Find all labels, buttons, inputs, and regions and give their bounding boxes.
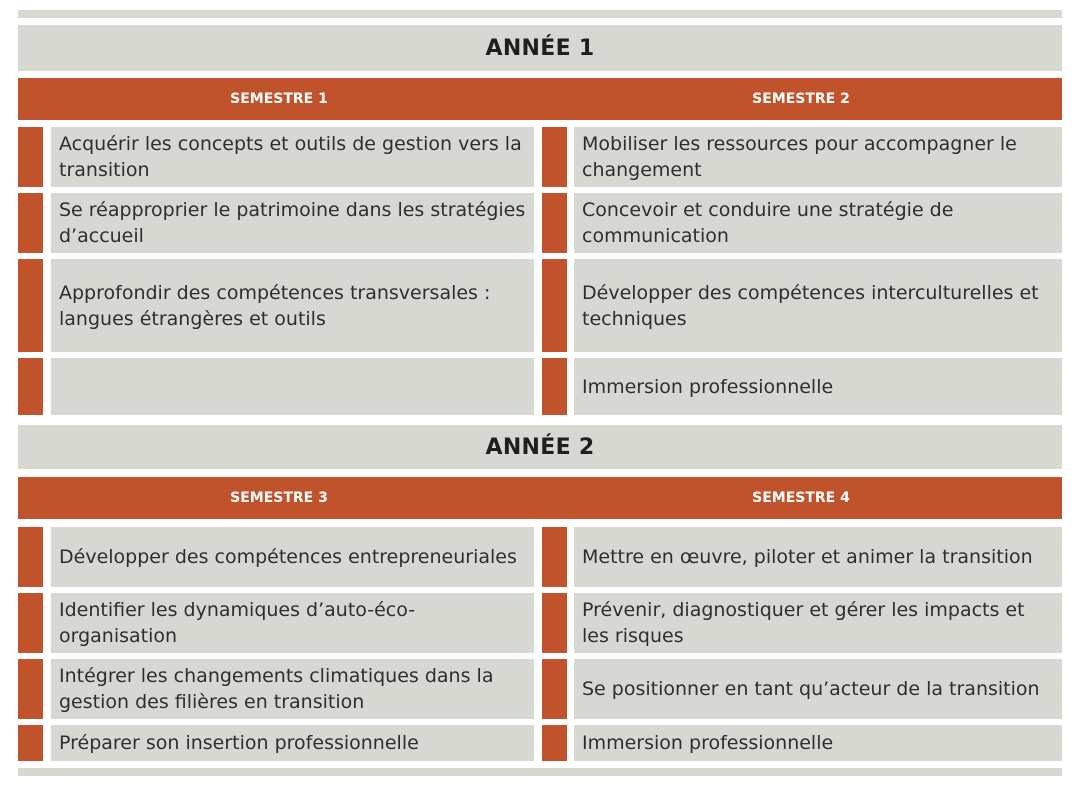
course-cell: Immersion professionnelle [574, 358, 1062, 415]
top-divider [18, 10, 1062, 18]
course-cell: Concevoir et conduire une stratégie de communication [574, 193, 1062, 253]
semester-4-label: SEMESTRE 4 [752, 490, 850, 506]
semester-1-label: SEMESTRE 1 [230, 91, 328, 107]
year-2-heading: ANNÉE 2 [18, 425, 1062, 469]
course-cell: Se réapproprier le patrimoine dans les stratégies d’accueil [51, 193, 534, 253]
year-1-row [18, 127, 1062, 187]
course-cell: Immersion professionnelle [574, 725, 1062, 761]
course-cell: Intégrer les changements climatiques dans la gestion des filières en transition [51, 659, 534, 719]
year-2-semester-bar [18, 477, 1062, 519]
row-marker [542, 127, 567, 187]
course-cell: Développer des compétences interculturelles et techniques [574, 259, 1062, 352]
row-marker [542, 358, 567, 415]
course-cell: Prévenir, diagnostiquer et gérer les impacts et les risques [574, 593, 1062, 653]
course-cell: Approfondir des compétences transversales : langues étrangères et outils [51, 259, 534, 352]
course-cell: Préparer son insertion professionnelle [51, 725, 534, 761]
row-marker [18, 593, 43, 653]
year-2-row [18, 725, 1062, 761]
course-cell: Mobiliser les ressources pour accompagner le changement [574, 127, 1062, 187]
year-2-row [18, 527, 1062, 587]
year-1-heading: ANNÉE 1 [18, 25, 1062, 71]
year-1-row [18, 259, 1062, 352]
course-cell-empty [51, 358, 534, 415]
row-marker [18, 725, 43, 761]
row-marker [18, 659, 43, 719]
year-1-row [18, 358, 1062, 415]
course-cell: Se positionner en tant qu’acteur de la transition [574, 659, 1062, 719]
year-2-row [18, 659, 1062, 719]
bottom-divider [18, 768, 1062, 776]
row-marker [542, 593, 567, 653]
course-cell: Identifier les dynamiques d’auto-éco-organisation [51, 593, 534, 653]
row-marker [18, 127, 43, 187]
year-2-row [18, 593, 1062, 653]
course-cell: Mettre en œuvre, piloter et animer la transition [574, 527, 1062, 587]
row-marker [542, 193, 567, 253]
row-marker [18, 358, 43, 415]
row-marker [542, 659, 567, 719]
row-marker [18, 259, 43, 352]
row-marker [18, 527, 43, 587]
course-cell: Acquérir les concepts et outils de gestion vers la transition [51, 127, 534, 187]
year-1-semester-bar [18, 78, 1062, 120]
row-marker [542, 527, 567, 587]
semester-3-label: SEMESTRE 3 [230, 490, 328, 506]
row-marker [18, 193, 43, 253]
course-cell: Développer des compétences entrepreneuriales [51, 527, 534, 587]
year-1-row [18, 193, 1062, 253]
row-marker [542, 259, 567, 352]
row-marker [542, 725, 567, 761]
semester-2-label: SEMESTRE 2 [752, 91, 850, 107]
